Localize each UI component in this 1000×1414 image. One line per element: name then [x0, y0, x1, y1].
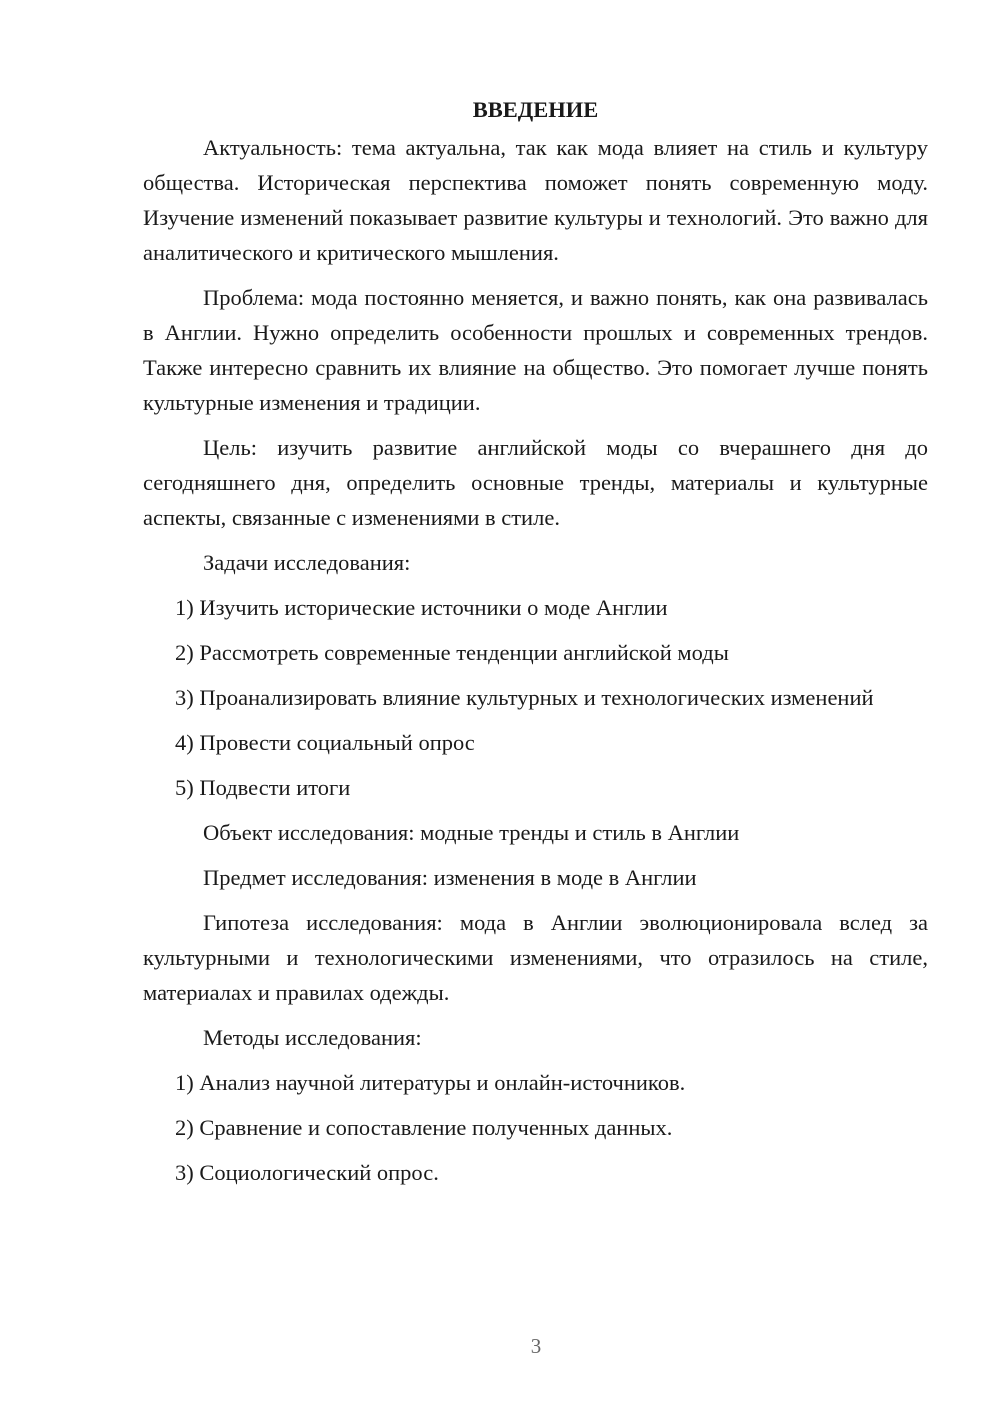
task-item: 1) Изучить исторические источники о моде Англии — [175, 595, 668, 620]
methods-title: Методы исследования: — [203, 1025, 422, 1050]
tasks-title: Задачи исследования: — [203, 550, 411, 575]
task-item: 4) Провести социальный опрос — [175, 730, 475, 755]
task-item: 5) Подвести итоги — [175, 775, 351, 800]
goal-paragraph: Цель: изучить развитие английской моды со вчерашнего дня до сегодняшнего дня, определить основные тренды, материалы и культурные аспекты, связанные с изменениями в стиле. — [143, 435, 928, 530]
task-item: 2) Рассмотреть современные тенденции английской моды — [175, 640, 729, 665]
hypothesis-paragraph: Гипотеза исследования: мода в Англии эволюционировала вслед за культурными и технологическими изменениями, что отразилось на стиле, материалах и правилах одежды. — [143, 910, 928, 1005]
method-item: 3) Социологический опрос. — [175, 1160, 439, 1185]
section-heading: ВВЕДЕНИЕ — [472, 97, 599, 122]
relevance-paragraph: Актуальность: тема актуальна, так как мода влияет на стиль и культуру общества. Историческая перспектива поможет понять современную моду. Изучение изменений показывает развитие культуры и технологий. Это важно для аналитического и критического мышления. — [143, 135, 928, 265]
object-line: Объект исследования: модные тренды и стиль в Англии — [203, 820, 740, 845]
task-item: 3) Проанализировать влияние культурных и технологических изменений — [175, 685, 874, 710]
problem-paragraph: Проблема: мода постоянно меняется, и важно понять, как она развивалась в Англии. Нужно определить особенности прошлых и современных трендов. Также интересно сравнить их влияние на общество. Это помогает лучше понять культурные изменения и традиции. — [143, 285, 928, 415]
method-item: 2) Сравнение и сопоставление полученных данных. — [175, 1115, 673, 1140]
page-content — [143, 92, 928, 1200]
method-item: 1) Анализ научной литературы и онлайн-источников. — [175, 1070, 686, 1095]
page-number: 3 — [530, 1334, 542, 1358]
subject-line: Предмет исследования: изменения в моде в Англии — [203, 865, 697, 890]
